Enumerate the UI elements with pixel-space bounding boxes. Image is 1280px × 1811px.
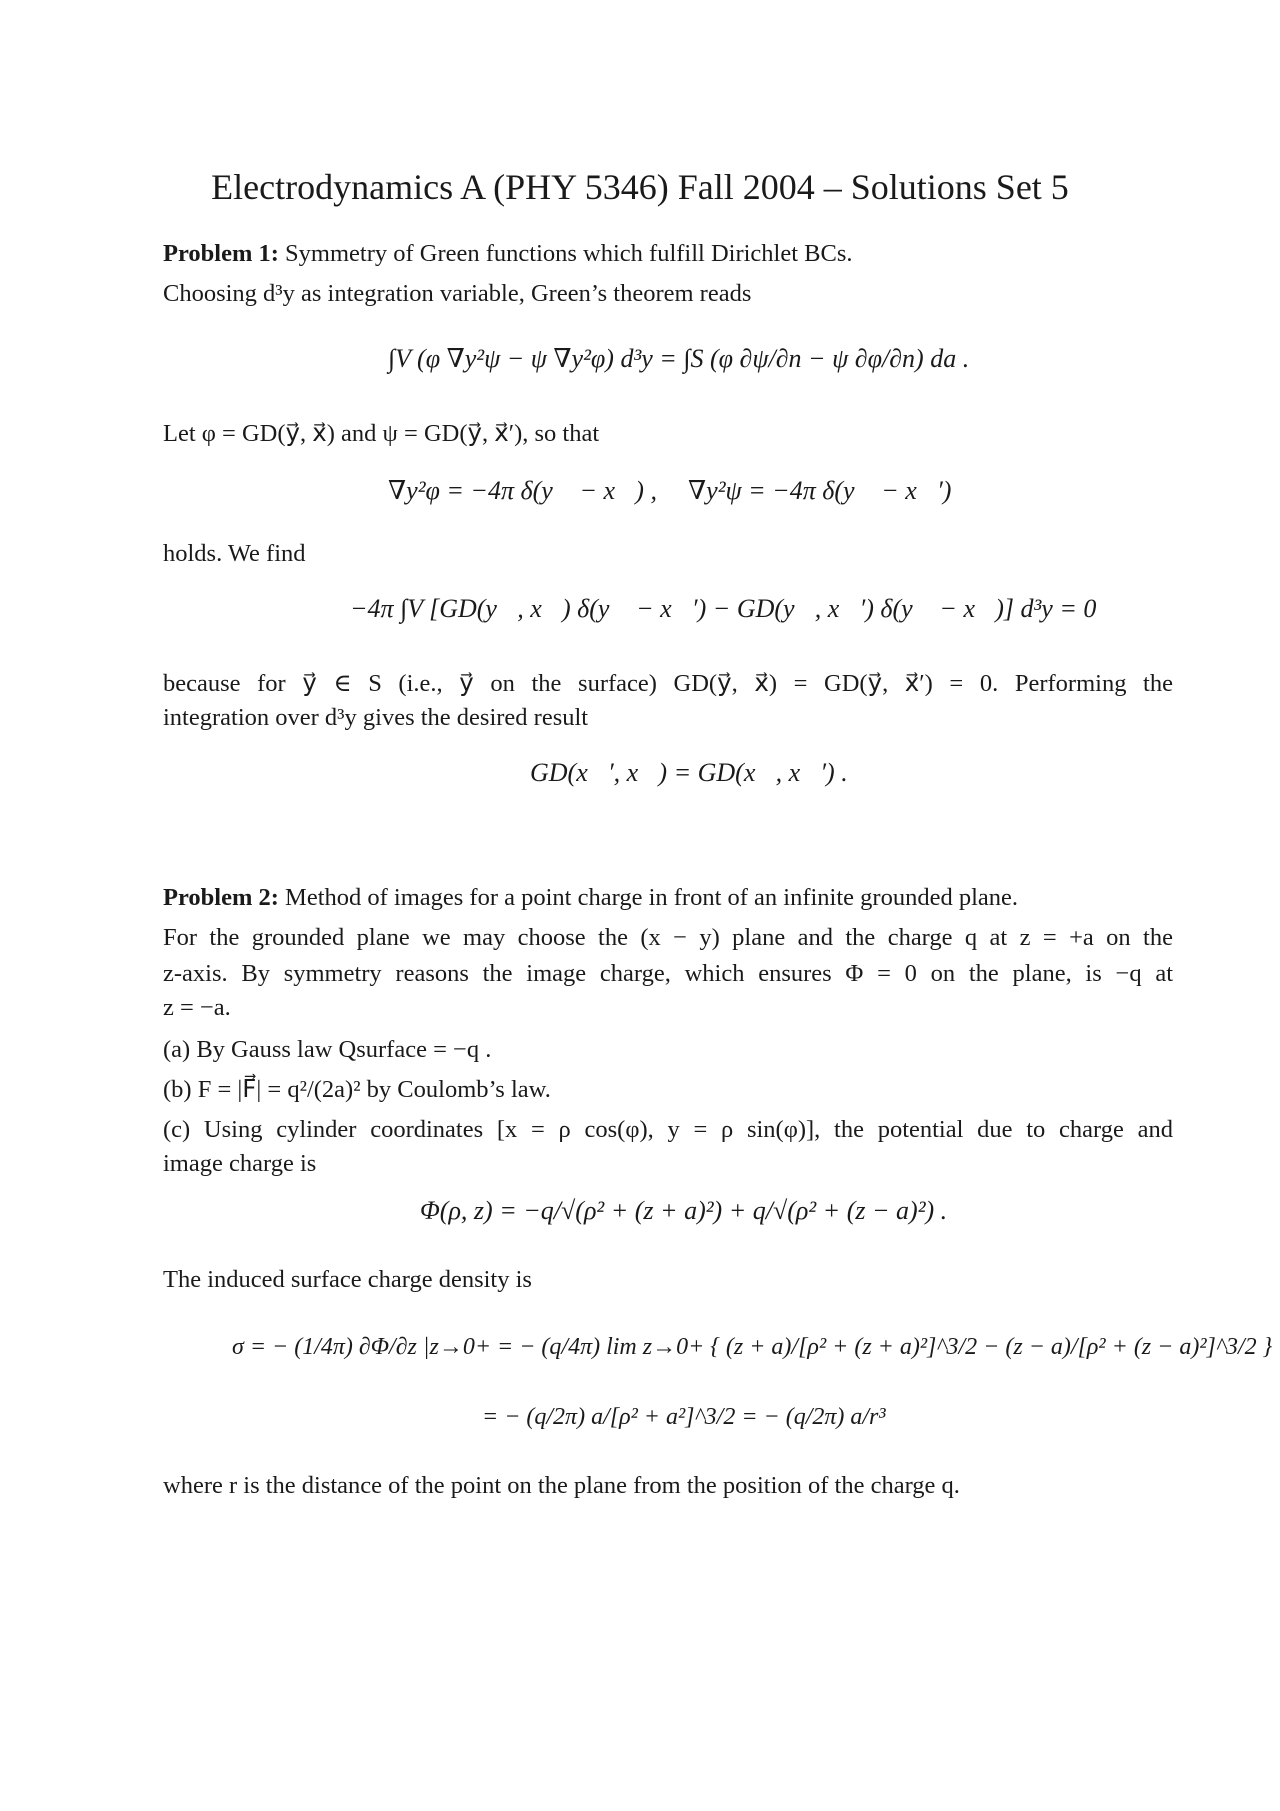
equation-find: −4π ∫V [GD(y⃗, x⃗) δ(y⃗ − x⃗′) − GD(y⃗, x⃗′) δ(y⃗ − x⃗)] d³y = 0 — [350, 594, 1097, 623]
problem2-induced: The induced surface charge density is — [163, 1266, 532, 1293]
problem1-heading: Symmetry of Green functions which fulfill Dirichlet BCs. — [285, 240, 853, 267]
problem2-part-c-line1: (c) Using cylinder coordinates [x = ρ cos(φ), y = ρ sin(φ)], the potential due to charge and — [163, 1116, 1173, 1143]
problem2-label: Problem 2: — [163, 884, 279, 911]
problem2-heading: Method of images for a point charge in front of an infinite grounded plane. — [285, 884, 1019, 911]
problem1-holds: holds. We find — [163, 540, 306, 567]
equation-sigma-line1: σ = − (1/4π) ∂Φ/∂z |z→0+ = − (q/4π) lim z→0+ { (z + a)/[ρ² + (z + a)²]^3/2 − (z − a)/[ρ² + (z − a)²]^3/2 } — [232, 1334, 1273, 1360]
equation-sigma-line2: = − (q/2π) a/[ρ² + a²]^3/2 = − (q/2π) a/r³ — [482, 1404, 886, 1430]
problem1-label: Problem 1: — [163, 240, 279, 267]
page-title: Electrodynamics A (PHY 5346) Fall 2004 – Solutions Set 5 — [211, 167, 1069, 207]
problem1-heading-line — [163, 236, 1173, 272]
problem2-para-line3: z = −a. — [163, 994, 231, 1021]
problem2-part-b: (b) F = |F⃗| = q²/(2a)² by Coulomb’s law. — [163, 1076, 551, 1103]
equation-green-theorem: ∫V (φ ∇y²ψ − ψ ∇y²φ) d³y = ∫S (φ ∂ψ/∂n − ψ ∂φ/∂n) da . — [388, 344, 970, 373]
problem1-let-line: Let φ = GD(y⃗, x⃗) and ψ = GD(y⃗, x⃗′), so that — [163, 420, 600, 447]
equation-result: GD(x⃗′, x⃗) = GD(x⃗, x⃗′) . — [530, 758, 848, 787]
problem2-para-line1: For the grounded plane we may choose the (x − y) plane and the charge q at z = +a on the — [163, 924, 1173, 951]
problem1-because-line1: because for y⃗ ∈ S (i.e., y⃗ on the surface) GD(y⃗, x⃗) = GD(y⃗, x⃗′) = 0. Performing the — [163, 670, 1173, 697]
problem1-intro: Choosing d³y as integration variable, Green’s theorem reads — [163, 280, 752, 307]
problem2-para-line2: z-axis. By symmetry reasons the image charge, which ensures Φ = 0 on the plane, is −q at — [163, 960, 1173, 987]
equation-laplace-phi: ∇y²φ = −4π δ(y⃗ − x⃗) , — [388, 476, 657, 505]
problem1-because-line2: integration over d³y gives the desired result — [163, 704, 589, 731]
problem2-part-a: (a) By Gauss law Qsurface = −q . — [163, 1036, 492, 1063]
problem2-part-c-line2: image charge is — [163, 1150, 317, 1177]
problem2-where-line: where r is the distance of the point on the plane from the position of the charge q. — [163, 1472, 960, 1499]
problem2-heading-line — [163, 880, 1173, 916]
equation-potential: Φ(ρ, z) = −q/√(ρ² + (z + a)²) + q/√(ρ² + (z − a)²) . — [420, 1196, 948, 1225]
equation-laplace-psi: ∇y²ψ = −4π δ(y⃗ − x⃗′) — [688, 476, 952, 505]
